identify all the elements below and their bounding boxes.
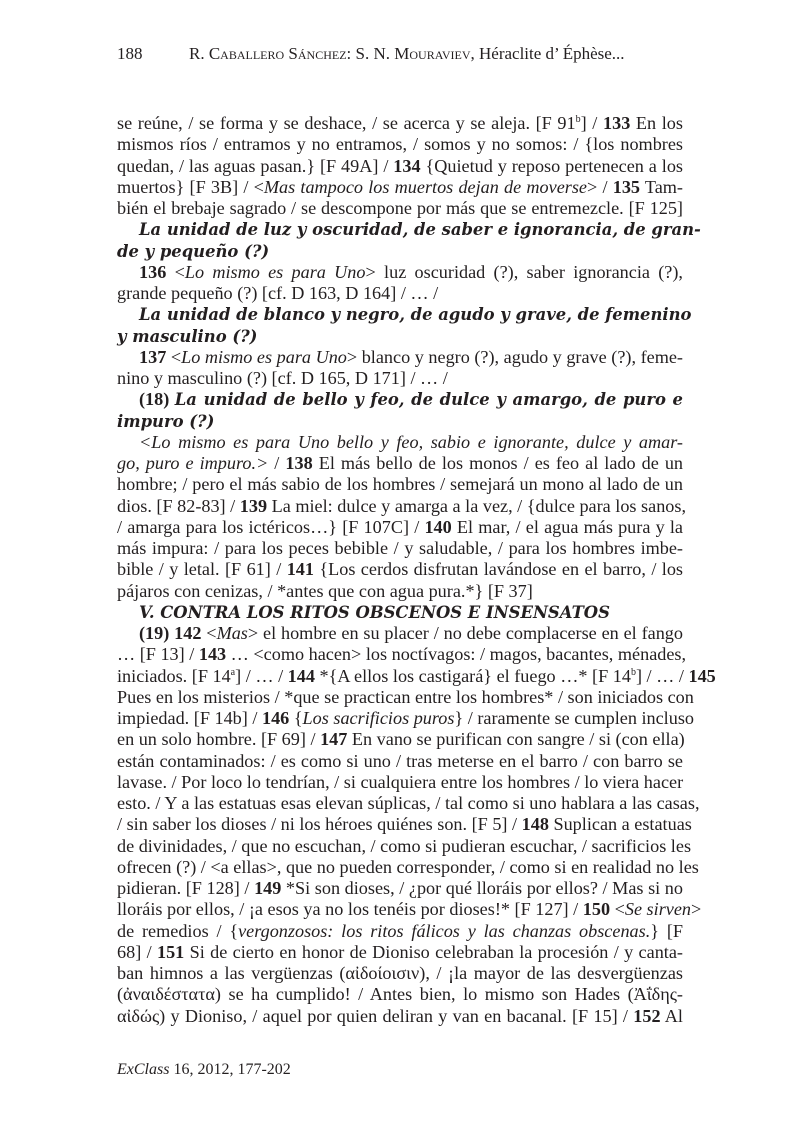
footer-journal: ExClass <box>117 1061 170 1078</box>
heading-run: de y pequeño (?) <box>117 241 270 261</box>
text-run: más impura: / para los peces bebible / y saludable, / para los hombres imbe- <box>117 538 683 558</box>
text-run: Si de cierto en honor de Dioniso celebraban la procesión / y canta- <box>184 941 683 962</box>
text-run: } / raramente se cumplen incluso <box>454 708 694 728</box>
text-run: lavase. / Por loco lo tendrían, / si cualquiera entre los hombres / lo viera hacer <box>117 771 684 792</box>
page-number: 188 <box>117 44 143 63</box>
text-run: ofrecen (?) / <a ellas>, que no pueden corresponder, / como si en realidad no les <box>117 856 699 877</box>
text-run: Tam- <box>640 176 683 197</box>
text-run: / <box>268 453 286 473</box>
superscript: a <box>230 666 236 678</box>
text-line <box>117 411 683 432</box>
text-run: {Quietud y reposo pertenecen a los <box>420 155 683 176</box>
text-line <box>117 729 683 750</box>
text-line <box>117 602 683 623</box>
text-line <box>117 581 683 602</box>
text-run: mismos ríos / entramos y no entramos, / somos y no somos: / {los nombres <box>117 134 683 155</box>
text-run: < <box>610 899 625 920</box>
running-footer <box>117 1061 291 1079</box>
text-run: de divinidades, / que no escuchan, / como si pudieran escuchar, / sacrificios les <box>117 835 692 856</box>
text-run: lloráis por ellos, / ¡a esos ya no los tenéis por dioses!* [F 127] / <box>117 899 583 920</box>
text-line <box>117 495 687 517</box>
text-run: < <box>166 346 182 367</box>
text-line <box>117 304 692 325</box>
text-run: … <como hacen> los noctívagos: / magos, bacantes, ménades, <box>226 644 687 665</box>
text-run: de remedios / { <box>117 920 239 941</box>
bold-run: 147 <box>320 729 348 750</box>
text-line <box>117 835 692 857</box>
heading-run: La unidad de luz y oscuridad, de saber e ignorancia, de gran- <box>139 220 701 240</box>
text-run: quedan, / las aguas pasan.} [F 49A] / <box>117 155 394 176</box>
italic-run: Se sirven <box>624 899 692 920</box>
bold-run: 141 <box>286 559 314 580</box>
text-line <box>117 262 683 283</box>
text-line <box>117 686 694 708</box>
italic-run: Lo mismo es para Uno <box>181 346 347 367</box>
text-line <box>117 665 716 687</box>
superscript: b <box>630 666 636 678</box>
text-run: < <box>201 623 217 643</box>
bold-run: 150 <box>582 899 611 920</box>
text-run: en un solo hombre. [F 69] / <box>117 729 321 750</box>
text-run: dios. [F 82-83] / <box>117 495 240 516</box>
text-run: {Los cerdos disfrutan lavándose en el barro, / los <box>313 559 683 580</box>
text-line <box>117 793 700 814</box>
bold-run: 146 <box>261 708 290 728</box>
text-line <box>117 963 683 984</box>
header-author: R. Caballero Sánchez <box>189 44 347 63</box>
italic-run: Mas tampoco los muertos dejan de moverse <box>263 176 588 197</box>
text-run: < <box>166 261 185 282</box>
italic-run: Mas <box>216 623 248 643</box>
text-run: Al <box>660 1005 683 1026</box>
heading-run: La unidad de bello y feo, de dulce y amargo, de puro e <box>174 390 683 410</box>
text-run: grande pequeño (?) [cf. D 163, D 164] / … / <box>117 283 439 303</box>
text-line <box>117 283 683 304</box>
text-line <box>117 177 683 198</box>
footer-citation: 16, 2012, 177-202 <box>169 1061 291 1078</box>
text-run: bién el brebaje sagrado / se descompone por más que se entremezcle. [F 125] <box>117 198 683 218</box>
bold-run: 143 <box>198 644 227 665</box>
bold-run: 136 <box>139 261 167 282</box>
text-run: { <box>289 708 303 728</box>
text-run: (ἀναιδέστατα) se ha cumplido! / Antes bien, lo mismo son Hades (Ἀΐδης- <box>117 984 683 1005</box>
text-run: nino y masculino (?) [cf. D 165, D 171] / … / <box>117 368 448 388</box>
text-line <box>117 517 683 538</box>
bold-run: 133 <box>603 113 631 133</box>
text-run: bible / y letal. [F 61] / <box>117 559 287 580</box>
text-run: esto. / Y a las estatuas esas elevan súplicas, / tal como si uno hablara a las casas, <box>117 793 700 813</box>
bold-run: 134 <box>393 155 421 176</box>
text-line <box>117 113 683 134</box>
superscript: b <box>575 113 581 125</box>
text-line <box>117 559 683 580</box>
body-text <box>117 113 716 1027</box>
italic-run: Los sacrificios puros <box>302 708 455 728</box>
text-run: … [F 13] / <box>117 644 199 665</box>
text-run: > <box>691 899 702 920</box>
text-line <box>117 219 701 240</box>
text-run: } [F <box>650 920 683 941</box>
text-line <box>117 899 702 920</box>
bold-run: 149 <box>254 878 282 898</box>
text-line <box>117 241 683 262</box>
header-separator: : S. N. <box>346 44 395 63</box>
bold-run: 145 <box>688 665 716 686</box>
text-run: ] / <box>580 113 603 133</box>
running-header <box>117 44 625 64</box>
text-run: Suplican a estatuas <box>548 814 692 835</box>
text-run: El más bello de los monos / es feo al lado de un <box>312 453 684 473</box>
bold-run: 138 <box>285 453 313 473</box>
text-line <box>117 453 683 474</box>
text-run: *Si son dioses, / ¿por qué lloráis por ellos? / Mas si no <box>281 878 683 898</box>
text-run: muertos} [F 3B] / < <box>117 176 264 197</box>
text-line <box>117 878 683 899</box>
text-run: iniciados. [F 14 <box>117 665 231 686</box>
text-line <box>117 389 683 410</box>
text-run: están contaminados: / es como si uno / tras meterse en el barro / con barro se <box>117 750 683 771</box>
italic-run: <Lo mismo es para Uno bello y feo, sabio e ignorante, dulce y amar- <box>139 431 683 452</box>
heading-run: y masculino (?) <box>117 326 258 346</box>
text-run: pidieran. [F 128] / <box>117 878 255 898</box>
bold-run: 151 <box>156 941 185 962</box>
text-line <box>117 134 683 155</box>
text-line <box>117 198 683 219</box>
bold-run: 152 <box>633 1005 661 1026</box>
text-run: / amarga para los ictéricos…} [F 107C] / <box>117 516 425 537</box>
text-line <box>117 1006 683 1027</box>
header-reviewed-title: , Héraclite d’ Éphèse... <box>470 44 625 63</box>
heading-run: La unidad de blanco y negro, de agudo y grave, de femenino <box>139 305 692 325</box>
text-run: hombre; / pero el más sabio de los hombres / semejará un mono al lado de un <box>117 474 683 495</box>
text-line <box>117 984 683 1005</box>
text-run: Pues en los misterios / *que se practican entre los hombres* / son iniciados con <box>117 686 694 707</box>
text-run: > luz oscuridad (?), saber ignorancia (?), <box>365 261 683 282</box>
text-run: ] / … / <box>635 665 689 686</box>
text-line <box>117 474 683 495</box>
text-run: En vano se purifican con sangre / si (con ella) <box>347 729 685 750</box>
text-run: El mar, / el agua más pura y la <box>451 516 683 537</box>
text-run: ban himnos a las vergüenzas (αἰδοίοισιν), / ¡la mayor de las desvergüenzas <box>117 963 683 983</box>
bold-run: 148 <box>521 814 549 835</box>
italic-run: vergonzosos: los ritos fálicos y las chanzas obscenas. <box>238 920 651 941</box>
heading-run: V. CONTRA LOS RITOS OBSCENOS E INSENSATOS <box>139 602 610 622</box>
text-line <box>117 326 683 347</box>
header-reviewed-author: Mouraviev <box>394 44 471 63</box>
bold-run: 139 <box>239 495 268 516</box>
text-run: > / <box>587 176 613 197</box>
text-line <box>117 538 683 559</box>
text-line <box>117 368 683 389</box>
heading-run: impuro (?) <box>117 411 215 431</box>
text-line <box>117 156 683 177</box>
text-run: impiedad. [F 14b] / <box>117 708 262 728</box>
text-line <box>117 942 683 963</box>
italic-run: go, puro e impuro.> <box>117 453 269 473</box>
text-run: > el hombre en su placer / no debe complacerse en el fango <box>247 623 683 643</box>
bold-run: 140 <box>424 516 452 537</box>
bold-run: 137 <box>139 346 167 367</box>
bold-run: (18) <box>139 389 175 410</box>
bold-run: 144 <box>287 665 315 686</box>
text-line <box>117 856 699 878</box>
text-line <box>117 623 683 644</box>
text-run: se reúne, / se forma y se deshace, / se acerca y se aleja. [F 91 <box>117 113 576 133</box>
text-line <box>117 432 683 453</box>
text-line <box>117 644 687 665</box>
text-run: La miel: dulce y amarga a la vez, / {dulce para los sanos, <box>267 495 687 516</box>
text-run: 68] / <box>117 941 157 962</box>
text-line <box>117 751 683 772</box>
text-run: *{A ellos los castigará} el fuego …* [F 14 <box>314 665 631 686</box>
text-line <box>117 708 694 729</box>
bold-run: 135 <box>612 176 640 197</box>
text-run: / sin saber los dioses / ni los héroes quiénes son. [F 5] / <box>117 814 522 835</box>
text-run: ] / … / <box>235 665 288 686</box>
text-line <box>117 347 683 368</box>
italic-run: Lo mismo es para Uno <box>184 261 366 282</box>
text-line <box>117 921 683 942</box>
text-line <box>117 814 692 835</box>
text-line <box>117 772 683 793</box>
text-run: > blanco y negro (?), agudo y grave (?), feme- <box>346 346 683 367</box>
bold-run: (19) 142 <box>139 623 202 643</box>
text-run: αἰδώς) y Dioniso, / aquel por quien deliran y van en bacanal. [F 15] / <box>117 1005 634 1026</box>
text-run: En los <box>630 113 683 133</box>
text-run: pájaros con cenizas, / *antes que con agua pura.*} [F 37] <box>117 580 533 601</box>
